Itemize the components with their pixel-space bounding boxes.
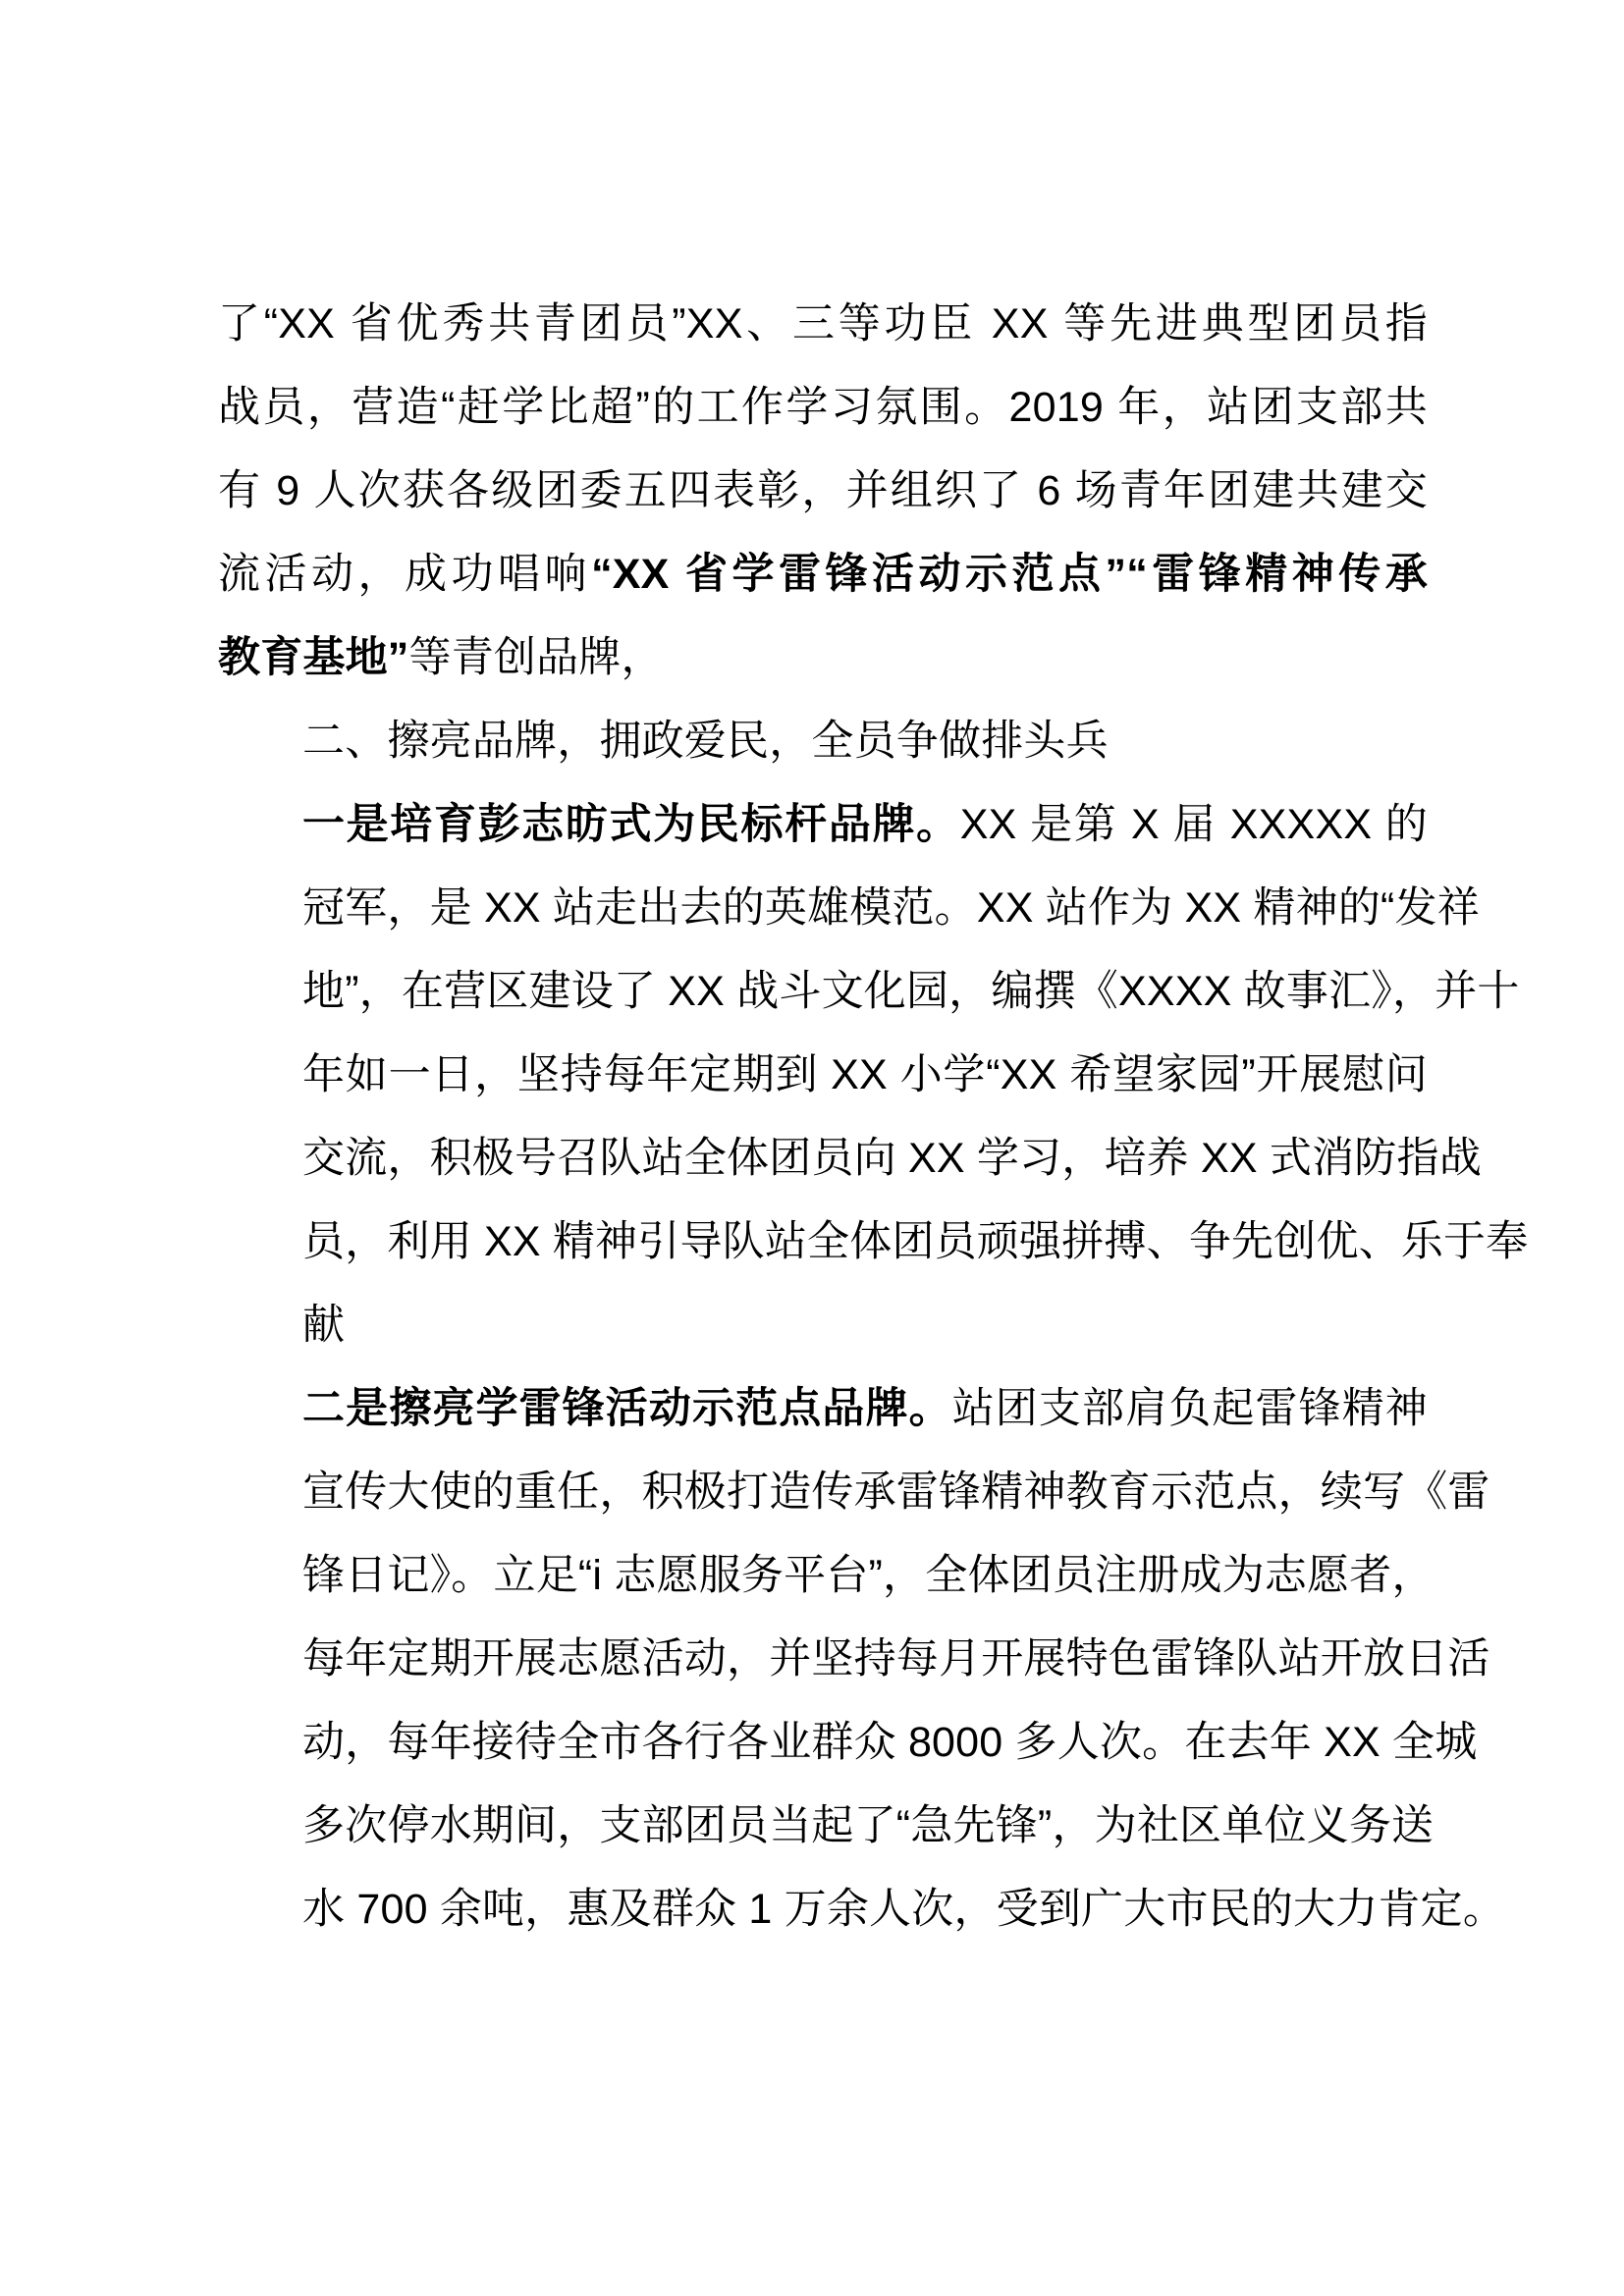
bold-text-run: 一是培育彭志昉式为民标杆品牌。 — [302, 801, 960, 848]
text-line — [218, 366, 1428, 450]
text-run: 了“XX 省优秀共青团员”XX、三等功臣 XX 等先进典型团员指 — [218, 300, 1428, 347]
text-run: 二、擦亮品牌，拥政爱民，全员争做排头兵 — [302, 718, 1109, 765]
text-line — [218, 1451, 1490, 1534]
text-run: 交流，积极号召队站全体团员向 XX 学习，培养 XX 式消防指战 — [302, 1135, 1482, 1182]
text-run: 冠军，是 XX 站走出去的英雄模范。XX 站作为 XX 精神的“发祥 — [302, 884, 1480, 932]
text-line — [218, 1367, 1428, 1451]
text-run: XX 是第 X 届 XXXXX 的 — [959, 801, 1428, 848]
text-run: 地”，在营区建设了 XX 战斗文化园，编撰《XXXX 故事汇》，并十 — [302, 968, 1520, 1015]
text-run: 水 700 余吨，惠及群众 1 万余人次，受到广大市民的大力肯定。 — [302, 1886, 1506, 1933]
text-line — [218, 1701, 1478, 1785]
text-line — [218, 1284, 1428, 1367]
text-line — [218, 700, 1428, 783]
text-line — [218, 1618, 1490, 1701]
paragraph — [218, 783, 1529, 1367]
text-run: 年如一日，坚持每年定期到 XX 小学“XX 希望家园”开展慰问 — [302, 1051, 1428, 1098]
paragraph — [218, 700, 1428, 783]
text-run: 多次停水期间，支部团员当起了“急先锋”，为社区单位义务送 — [302, 1802, 1435, 1849]
document-text-body — [218, 283, 1529, 1951]
text-run: 流活动，成功唱响 — [218, 551, 592, 598]
text-run: 等青创品牌， — [408, 634, 664, 681]
text-run: 动，每年接待全市各行各业群众 8000 多人次。在去年 XX 全城 — [302, 1719, 1478, 1766]
text-line — [218, 616, 1428, 700]
text-line — [218, 950, 1520, 1034]
paragraph — [218, 1367, 1506, 1951]
bold-text-run: “XX 省学雷锋活动示范点”“雷锋精神传承 — [591, 551, 1428, 598]
text-run: 献 — [302, 1302, 346, 1349]
bold-text-run: 二是擦亮学雷锋活动示范点品牌。 — [302, 1385, 952, 1432]
bold-text-run: 教育基地” — [218, 634, 409, 681]
text-run: 员，利用 XX 精神引导队站全体团员顽强拼搏、争先创优、乐于奉 — [302, 1218, 1529, 1265]
paragraph — [218, 283, 1428, 700]
text-line — [218, 783, 1428, 867]
text-line — [218, 1201, 1529, 1284]
text-run: 站团支部肩负起雷锋精神 — [951, 1385, 1429, 1432]
text-run: 每年定期开展志愿活动，并坚持每月开展特色雷锋队站开放日活 — [302, 1635, 1490, 1682]
text-run: 宣传大使的重任，积极打造传承雷锋精神教育示范点，续写《雷 — [302, 1468, 1490, 1516]
text-run: 战员，营造“赶学比超”的工作学习氛围。2019 年，站团支部共 — [218, 384, 1428, 431]
text-run: 锋日记》。立足“i 志愿服务平台”，全体团员注册成为志愿者， — [302, 1552, 1435, 1599]
text-line — [218, 1534, 1435, 1618]
text-line — [218, 1785, 1435, 1868]
text-line — [218, 1868, 1506, 1951]
text-line — [218, 1117, 1482, 1201]
text-line — [218, 283, 1428, 366]
text-run: 有 9 人次获各级团委五四表彰，并组织了 6 场青年团建共建交 — [218, 467, 1428, 514]
text-line — [218, 1034, 1428, 1117]
text-line — [218, 450, 1428, 533]
text-line — [218, 867, 1480, 950]
text-line — [218, 533, 1428, 616]
